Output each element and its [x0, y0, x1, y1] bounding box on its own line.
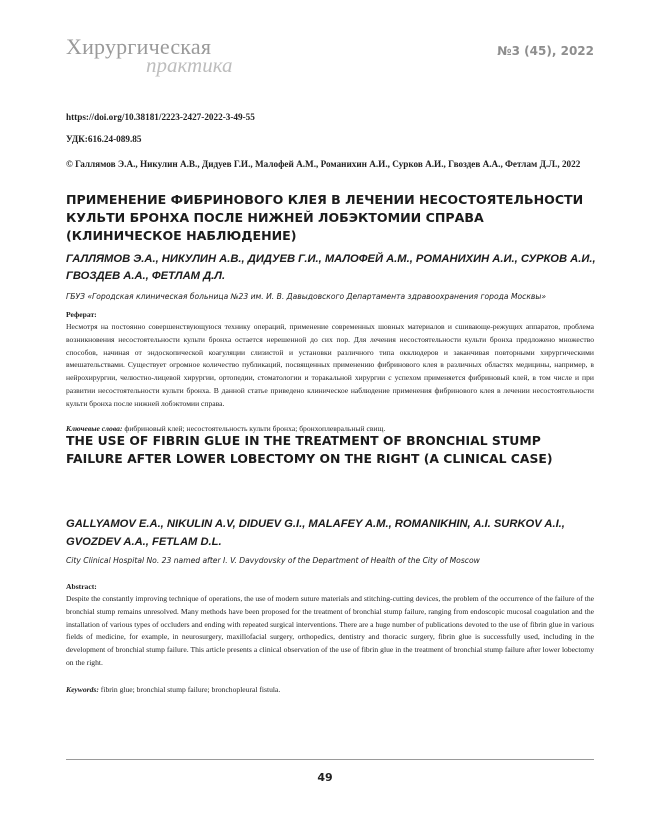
- keywords-label-ru: Ключевые слова:: [66, 424, 123, 433]
- keywords-text-ru: фибриновый клей; несостоятельность культи бронха; бронхоплевральный свищ.: [122, 424, 386, 433]
- page-number: 49: [317, 771, 333, 784]
- journal-logo-subtitle: практика: [146, 53, 233, 77]
- journal-logo-title: Хирургическая: [66, 34, 212, 59]
- article-title-ru: ПРИМЕНЕНИЕ ФИБРИНОВОГО КЛЕЯ В ЛЕЧЕНИИ НЕСОСТОЯТЕЛЬНОСТИ КУЛЬТИ БРОНХА ПОСЛЕ НИЖНЕЙ ЛОБЭКТОМИИ СПРАВА (КЛИНИЧЕСКОЕ НАБЛЮДЕНИЕ): [66, 192, 584, 243]
- authors-en: GALLYAMOV E.A., NIKULIN A.V, DIDUEV G.I., MALAFEY A.M., ROMANIKHIN, A.I. SURKOV A.I., GVOZDEV A.A., FETLAM D.L.: [66, 518, 565, 548]
- keywords-label-en: Keywords:: [66, 685, 99, 694]
- keywords-text-en: fibrin glue; bronchial stump failure; bronchopleural fistula.: [98, 685, 281, 694]
- doi-link[interactable]: https://doi.org/10.38181/2223-2427-2022-3-49-55: [66, 112, 255, 122]
- keywords-en: [66, 685, 594, 694]
- article-title-en: THE USE OF FIBRIN GLUE IN THE TREATMENT OF BRONCHIAL STUMP FAILURE AFTER LOWER LOBECTOMY ON THE RIGHT (A CLINICAL CASE): [66, 433, 553, 466]
- footer-divider: [66, 759, 594, 760]
- affiliation-ru: ГБУЗ «Городская клиническая больница №23 им. И. В. Давыдовского Департамента здравоохранения города Москвы»: [66, 292, 547, 301]
- abstract-heading-ru: Реферат:: [66, 310, 97, 319]
- copyright-line: © Галлямов Э.А., Никулин А.В., Дидуев Г.И., Малофей А.М., Романихин А.И., Сурков А.И., Гвоздев А.А., Фетлам Д.Л., 2022: [66, 159, 581, 169]
- affiliation-en: City Clinical Hospital No. 23 named after I. V. Davydovsky of the Department of Health of the City of Moscow: [66, 556, 480, 565]
- abstract-ru: Несмотря на постоянно совершенствующуюся технику операций, применение современных шовных материалов и сшивающе-режущих аппаратов, проблема возникновения несостоятельности культи бронха остается нерешенной до сих пор. Для лечения несостоятельности культи бронха предложено множество способов, начиная от эндоскопической коагуляции слизистой и установки различного типа окклюдеров и заканчивая повторными хирургическими вмешательствами. Существует огромное количество публикаций, посвященных применению фибринового клея в различных областях медицины, например, в нейрохирургии, челюстно-лицевой хирургии, ортопедии, стоматологии и торакальной хирургии с успехом применяется фибриновый клей, в том числе и при развитии несостоятельности культи бронха. В данной статье приведено клиническое наблюдение применения фибринового клея в лечении несостоятельности культи бронха после нижней лобэктомии справа.: [66, 322, 594, 408]
- issue-number: №3 (45), 2022: [497, 44, 594, 58]
- udk-code: УДК:616.24-089.85: [66, 134, 142, 144]
- abstract-heading-en: Abstract:: [66, 582, 97, 591]
- abstract-en: Despite the constantly improving technique of operations, the use of modern suture materials and stitching-cutting devices, the problem of the occurrence of the failure of the bronchial stump remains unresolved. Many methods have been proposed for the treatment of bronchial stump failure, ranging from endoscopic mucosal coagulation and the installation of various types of occluders and ending with repeated surgical interventions. There are a huge number of publications devoted to the use of fibrin glue in various fields of medicine, for example, in neurosurgery, maxillofacial surgery, orthopedics, dentistry and thoracic surgery, fibrin glue is successfully used, including in the development of bronchial stump failure. This article presents a clinical observation of the use of fibrin glue in the treatment of bronchial stump failure after lower lobectomy on the right.: [66, 594, 594, 667]
- journal-logo: [66, 34, 233, 78]
- authors-ru: ГАЛЛЯМОВ Э.А., НИКУЛИН А.В., ДИДУЕВ Г.И., МАЛОФЕЙ А.М., РОМАНИХИН А.И., СУРКОВ А.И., ГВОЗДЕВ А.А., ФЕТЛАМ Д.Л.: [66, 253, 596, 282]
